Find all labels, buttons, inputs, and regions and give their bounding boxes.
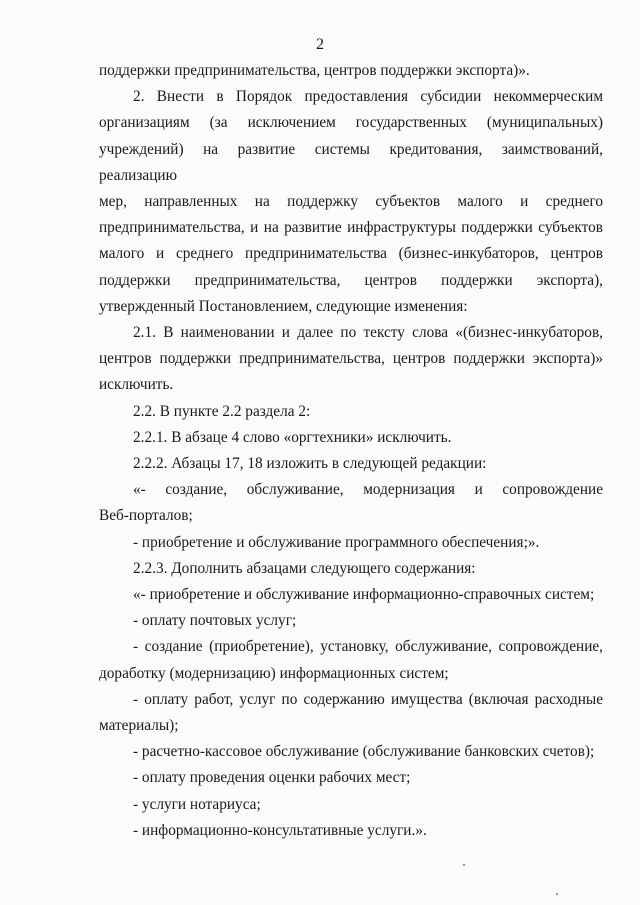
text-line: - оплату почтовых услуг; [133,612,297,630]
text-line: «- создание, обслуживание, модернизация и сопровождение [133,481,603,499]
text-line: поддержки предпринимательства, центров поддержки экспорта)». [99,62,530,79]
text-line: 2.2.2. Абзацы 17, 18 изложить в следующей редакции: [133,455,487,473]
text-line: - оплату проведения оценки рабочих мест; [133,769,411,787]
text-line: - услуги нотариуса; [133,795,261,813]
document-body [99,58,603,844]
text-line: - информационно-консультативные услуги.». [133,821,427,839]
text-line: Веб-порталов; [99,507,193,525]
text-line: исключить. [99,376,174,394]
text-line: - создание (приобретение), установку, обслуживание, сопровождение, [133,638,603,656]
text-line: 2.2.1. В абзаце 4 слово «оргтехники» исключить. [133,428,452,446]
text-line: доработку (модернизацию) информационных систем; [99,664,449,682]
text-line: «- приобретение и обслуживание информационно-справочных систем; [133,586,595,604]
text-line: центров поддержки предпринимательства, центров поддержки экспорта)» [99,350,603,368]
text-line: 2.2.3. Дополнить абзацами следующего содержания: [133,559,476,577]
text-line: - приобретение и обслуживание программного обеспечения;». [133,533,540,551]
text-line: мер, направленных на поддержку субъектов малого и среднего [99,193,603,211]
text-line: 2.1. В наименовании и далее по тексту слова «(бизнес-инкубаторов, [133,324,603,342]
text-line: 2.2. В пункте 2.2 раздела 2: [133,402,311,420]
text-line: - расчетно-кассовое обслуживание (обслуживание банковских счетов); [133,743,595,761]
text-line: учреждений) на развитие системы кредитования, заимствований, реализацию [99,140,603,184]
text-line: материалы); [99,717,179,735]
page-number: 2 [316,36,324,53]
text-line: предпринимательства, и на развитие инфраструктуры поддержки субъектов [99,219,603,237]
text-line: утвержденный Постановлением, следующие изменения: [99,297,468,315]
text-line: организациям (за исключением государственных (муниципальных) [99,114,603,132]
scan-speck [463,864,465,866]
text-line: малого и среднего предпринимательства (бизнес-инкубаторов, центров [99,245,603,263]
text-line: поддержки предпринимательства, центров поддержки экспорта), [99,271,603,289]
text-line: - оплату работ, услуг по содержанию имущества (включая расходные [133,690,603,708]
text-line: 2. Внести в Порядок предоставления субсидии некоммерческим [133,88,603,106]
scan-speck [556,893,558,895]
